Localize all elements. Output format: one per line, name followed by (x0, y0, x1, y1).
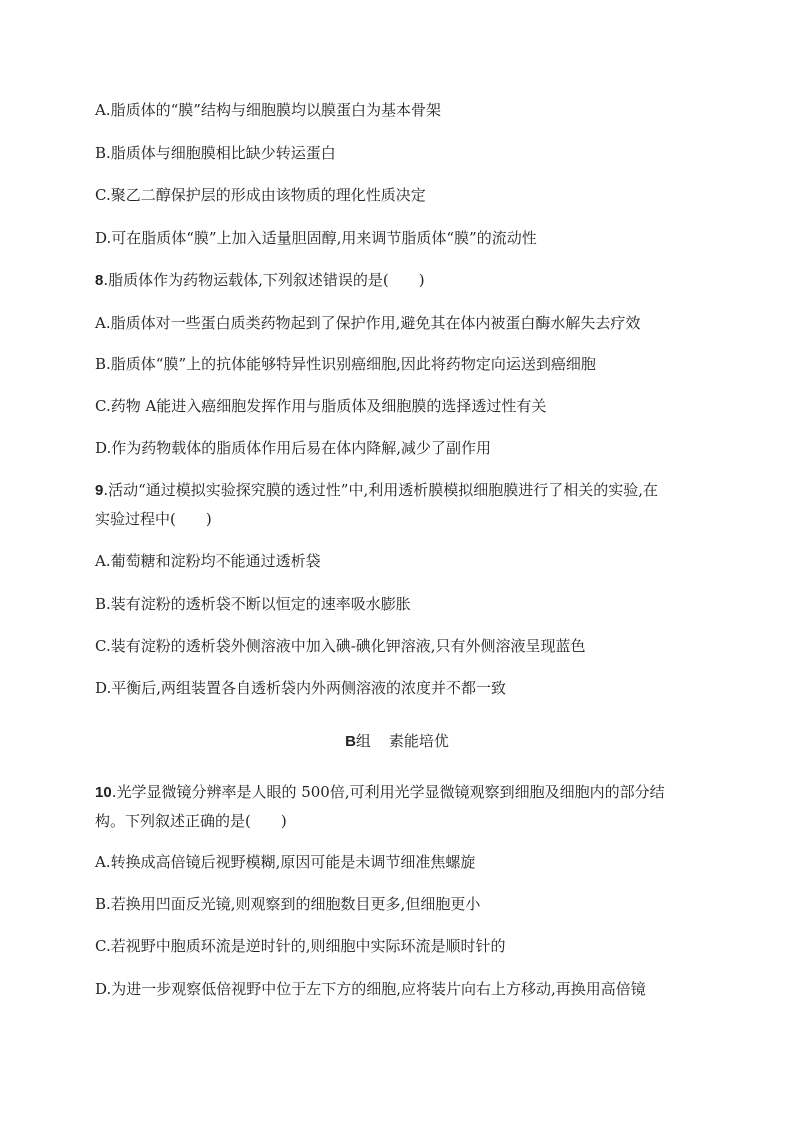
q9-option-b: B.装有淀粉的透析袋不断以恒定的速率吸水膨胀 (95, 595, 411, 613)
section-group-letter: B (345, 733, 356, 750)
q7-option-c: C.聚乙二醇保护层的形成由该物质的理化性质决定 (95, 186, 426, 204)
q8-option-b: B.脂质体“膜”上的抗体能够特异性识别癌细胞,因此将药物定向运送到癌细胞 (95, 355, 596, 373)
section-group-suffix: 组 (355, 732, 371, 750)
q10-stem-line1 (95, 782, 665, 803)
q9-stem-line1 (95, 480, 658, 501)
section-heading (0, 731, 794, 752)
q8-stem-text: .脂质体作为药物运载体,下列叙述错误的是( ) (103, 271, 425, 289)
q8-option-a: A.脂质体对一些蛋白质类药物起到了保护作用,避免其在体内被蛋白酶水解失去疗效 (95, 314, 641, 332)
q10-stem-line2: 构。下列叙述正确的是( ) (95, 812, 287, 830)
q9-number: 9 (95, 482, 104, 499)
q8-option-c: C.药物 A能进入癌细胞发挥作用与脂质体及细胞膜的选择透过性有关 (95, 397, 547, 415)
q7-option-b: B.脂质体与细胞膜相比缺少转运蛋白 (95, 144, 336, 162)
q10-option-d: D.为进一步观察低倍视野中位于左下方的细胞,应将装片向右上方移动,再换用高倍镜 (95, 980, 646, 998)
q10-stem-text: .光学显微镜分辨率是人眼的 500倍,可利用光学显微镜观察到细胞及细胞内的部分结 (111, 783, 665, 801)
q10-number: 10 (95, 784, 112, 801)
q10-option-c: C.若视野中胞质环流是逆时针的,则细胞中实际环流是顺时针的 (95, 937, 506, 955)
q8-option-d: D.作为药物载体的脂质体作用后易在体内降解,减少了副作用 (95, 439, 492, 457)
q8-stem (95, 270, 425, 291)
q9-option-a: A.葡萄糖和淀粉均不能通过透析袋 (95, 552, 321, 570)
q9-option-c: C.装有淀粉的透析袋外侧溶液中加入碘-碘化钾溶液,只有外侧溶液呈现蓝色 (95, 637, 586, 655)
q8-number: 8 (95, 272, 104, 289)
q10-option-a: A.转换成高倍镜后视野模糊,原因可能是未调节细准焦螺旋 (95, 853, 476, 871)
q10-option-b: B.若换用凹面反光镜,则观察到的细胞数目更多,但细胞更小 (95, 895, 481, 913)
q9-stem-line2: 实验过程中( ) (95, 510, 212, 528)
q7-option-d: D.可在脂质体“膜”上加入适量胆固醇,用来调节脂质体“膜”的流动性 (95, 229, 537, 247)
q9-stem-text: .活动“通过模拟实验探究膜的透过性”中,利用透析膜模拟细胞膜进行了相关的实验,在 (103, 481, 658, 499)
q9-option-d: D.平衡后,两组装置各自透析袋内外两侧溶液的浓度并不都一致 (95, 679, 507, 697)
section-title: 素能培优 (388, 732, 449, 750)
q7-option-a: A.脂质体的“膜”结构与细胞膜均以膜蛋白为基本骨架 (95, 101, 441, 119)
